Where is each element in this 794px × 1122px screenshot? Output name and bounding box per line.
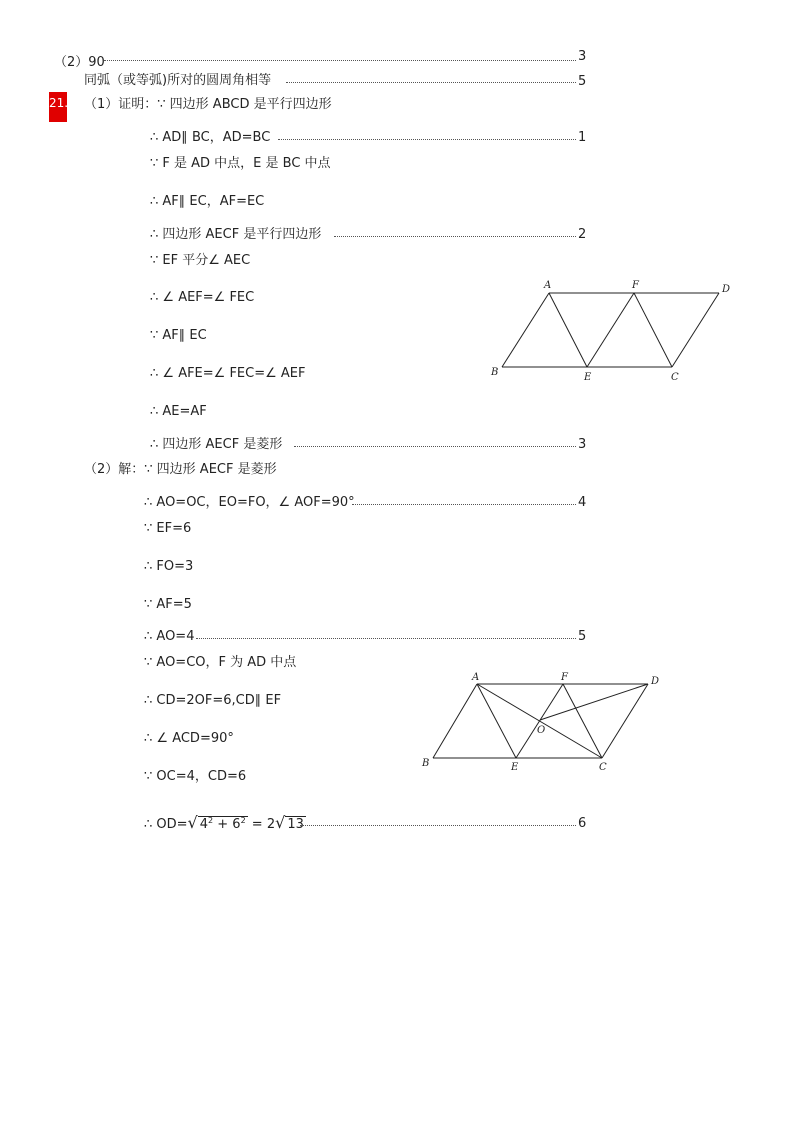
score: 1 (578, 130, 587, 145)
proof-line: ∵ F 是 AD 中点，E 是 BC 中点 (150, 156, 331, 171)
label-b: B (422, 758, 430, 769)
exponent: 2 (240, 816, 246, 825)
radicand-4: 4 (199, 817, 209, 832)
label-d: D (722, 284, 731, 295)
proof-line: （1）证明：∵ 四边形 ABCD 是平行四边形 (84, 97, 332, 112)
question-number: 21. (49, 96, 69, 110)
equals-2: = 2 (247, 817, 276, 832)
proof-line: ∵ EF 平分∠ AEC (150, 253, 251, 268)
leader-dots (278, 139, 576, 140)
solution-line: ∴ AO=OC，EO=FO，∠ AOF=90° (144, 495, 355, 510)
p2-reason: 同弧（或等弧)所对的圆周角相等 (84, 73, 272, 88)
segment-ab (502, 293, 549, 367)
segment-ae (549, 293, 587, 367)
leader-dots (104, 60, 576, 61)
leader-dots (196, 638, 576, 639)
score: 5 (578, 74, 587, 89)
segment-dc (672, 293, 719, 367)
score: 2 (578, 227, 587, 242)
label-d: D (651, 676, 660, 687)
parallelogram-figure-2 (416, 668, 666, 778)
solution-line: ∴ FO=3 (144, 559, 194, 574)
solution-line: （2）解：∵ 四边形 AECF 是菱形 (84, 462, 277, 477)
label-f: F (561, 672, 568, 683)
proof-line: ∴ 四边形 AECF 是菱形 (150, 437, 283, 452)
solution-line: ∴ ∠ ACD=90° (144, 731, 234, 746)
solution-line: ∵ EF=6 (144, 521, 192, 536)
label-o: O (537, 725, 546, 736)
score: 3 (578, 437, 587, 452)
leader-dots (334, 236, 576, 237)
radicand-6: 6 (232, 817, 241, 832)
segment-od (540, 684, 648, 720)
solution-line: ∴ CD=2OF=6,CD∥ EF (144, 693, 282, 708)
p2-answer: （2）90 (54, 55, 105, 70)
label-f: F (632, 280, 639, 291)
proof-line: ∴ AF∥ EC，AF=EC (150, 194, 265, 209)
radical-sign: √ (275, 813, 286, 832)
solution-line: ∵ AF=5 (144, 597, 192, 612)
label-c: C (671, 372, 679, 383)
segment-ac (477, 684, 602, 758)
label-b: B (491, 367, 499, 378)
parallelogram-figure-1 (488, 276, 738, 386)
od-formula (144, 815, 306, 834)
question-number-badge (49, 92, 67, 122)
segment-fc (634, 293, 672, 367)
proof-line: ∴ ∠ AFE=∠ FEC=∠ AEF (150, 366, 306, 381)
segment-ef (587, 293, 634, 367)
exponent: 2 (208, 816, 214, 825)
score: 6 (578, 816, 587, 831)
leader-dots (286, 82, 576, 83)
solution-line: ∴ AO=4 (144, 629, 195, 644)
segment-dc (602, 684, 648, 758)
label-c: C (599, 762, 607, 773)
radicand (198, 816, 248, 832)
leader-dots (352, 504, 576, 505)
label-a: A (544, 280, 552, 291)
score: 3 (578, 49, 587, 64)
score: 5 (578, 629, 587, 644)
label-e: E (511, 762, 519, 773)
solution-line: ∵ OC=4，CD=6 (144, 769, 247, 784)
proof-line: ∵ AF∥ EC (150, 328, 207, 343)
solution-line: ∵ AO=CO，F 为 AD 中点 (144, 655, 297, 670)
label-e: E (584, 372, 592, 383)
proof-line: ∴ AD∥ BC，AD=BC (150, 130, 271, 145)
label-a: A (472, 672, 480, 683)
segment-ab (433, 684, 477, 758)
od-prefix: ∴ OD= (144, 817, 188, 832)
plus-sign: + (213, 817, 233, 832)
proof-line: ∴ AE=AF (150, 404, 207, 419)
radical-sign: √ (187, 813, 198, 832)
score: 4 (578, 495, 587, 510)
leader-dots (294, 446, 576, 447)
proof-line: ∴ ∠ AEF=∠ FEC (150, 290, 255, 305)
radicand-13: 13 (287, 817, 304, 832)
leader-dots (300, 825, 576, 826)
proof-line: ∴ 四边形 AECF 是平行四边形 (150, 227, 322, 242)
